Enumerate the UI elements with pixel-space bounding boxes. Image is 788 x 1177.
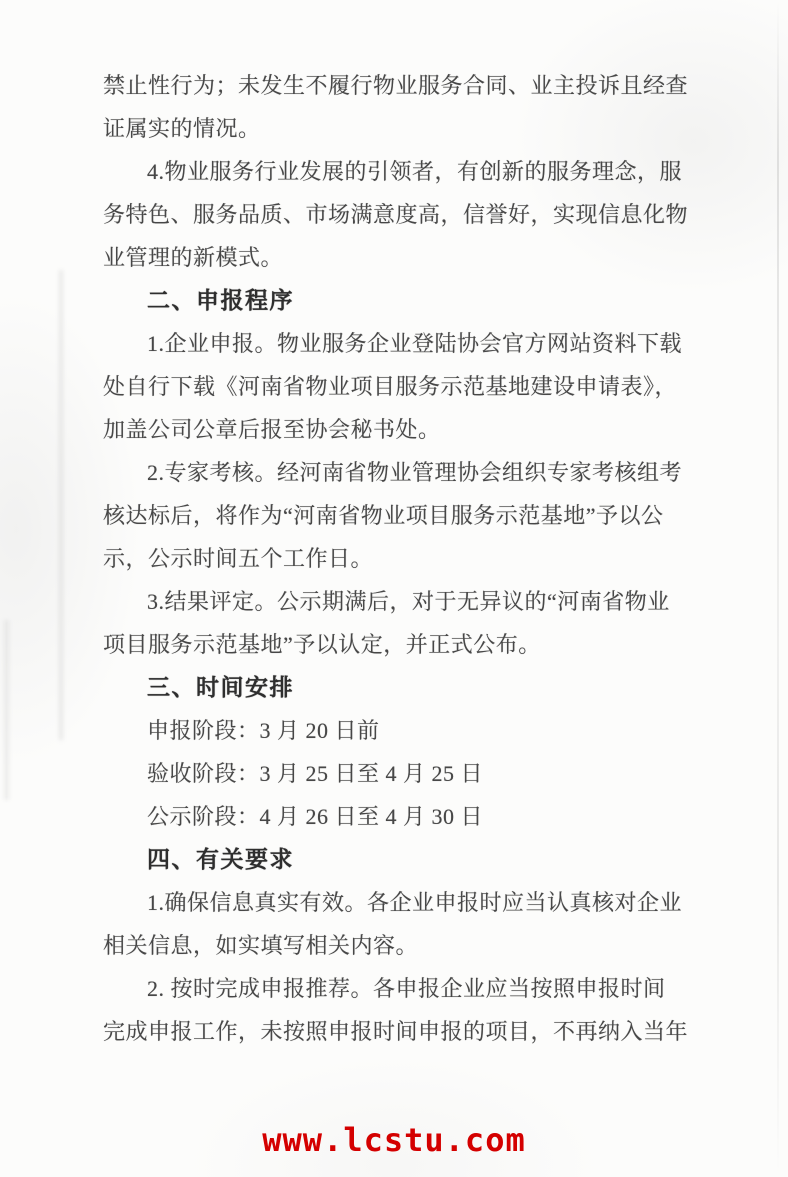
scan-artifact-left-lower [4, 620, 9, 800]
scan-artifact-left-edge [59, 270, 63, 740]
text-line: 2. 按时完成申报推荐。各申报企业应当按照申报时间 [147, 976, 666, 1001]
text-line: 4.物业服务行业发展的引领者，有创新的服务理念，服 [147, 159, 683, 184]
text-line: 3.结果评定。公示期满后，对于无异议的“河南省物业 [147, 589, 670, 614]
text-line: 示，公示时间五个工作日。 [103, 546, 374, 571]
watermark-text: www.lcstu.com [262, 1121, 526, 1159]
schedule-line-application: 申报阶段：3 月 20 日前 [147, 718, 380, 743]
text-line: 相关信息，如实填写相关内容。 [103, 933, 419, 958]
text-line: 处自行下载《河南省物业项目服务示范基地建设申请表》， [103, 374, 678, 399]
text-line: 项目服务示范基地”予以认定，并正式公布。 [103, 632, 541, 657]
section-heading-requirements: 四、有关要求 [147, 846, 294, 872]
schedule-line-publicity: 公示阶段：4 月 26 日至 4 月 30 日 [147, 804, 484, 829]
text-line: 完成申报工作，未按照申报时间申报的项目，不再纳入当年 [103, 1019, 689, 1044]
text-line: 2.专家考核。经河南省物业管理协会组织专家考核组考 [147, 460, 683, 485]
section-heading-time-schedule: 三、时间安排 [147, 674, 294, 700]
text-line: 禁止性行为；未发生不履行物业服务合同、业主投诉且经查 [103, 73, 689, 98]
text-line: 核达标后，将作为“河南省物业项目服务示范基地”予以公 [103, 503, 664, 528]
text-line: 证属实的情况。 [103, 116, 261, 141]
text-line: 业管理的新模式。 [103, 245, 284, 270]
text-line: 1.企业申报。物业服务企业登陆协会官方网站资料下载 [147, 331, 683, 356]
text-line: 1.确保信息真实有效。各企业申报时应当认真核对企业 [147, 890, 683, 915]
text-line: 务特色、服务品质、市场满意度高，信誉好，实现信息化物 [103, 202, 689, 227]
scan-artifact-right-edge [777, 0, 779, 1177]
text-line: 加盖公司公章后报至协会秘书处。 [103, 417, 441, 442]
document-page [103, 64, 697, 1053]
section-heading-application-procedure: 二、申报程序 [147, 287, 294, 313]
schedule-line-acceptance: 验收阶段：3 月 25 日至 4 月 25 日 [147, 761, 484, 786]
